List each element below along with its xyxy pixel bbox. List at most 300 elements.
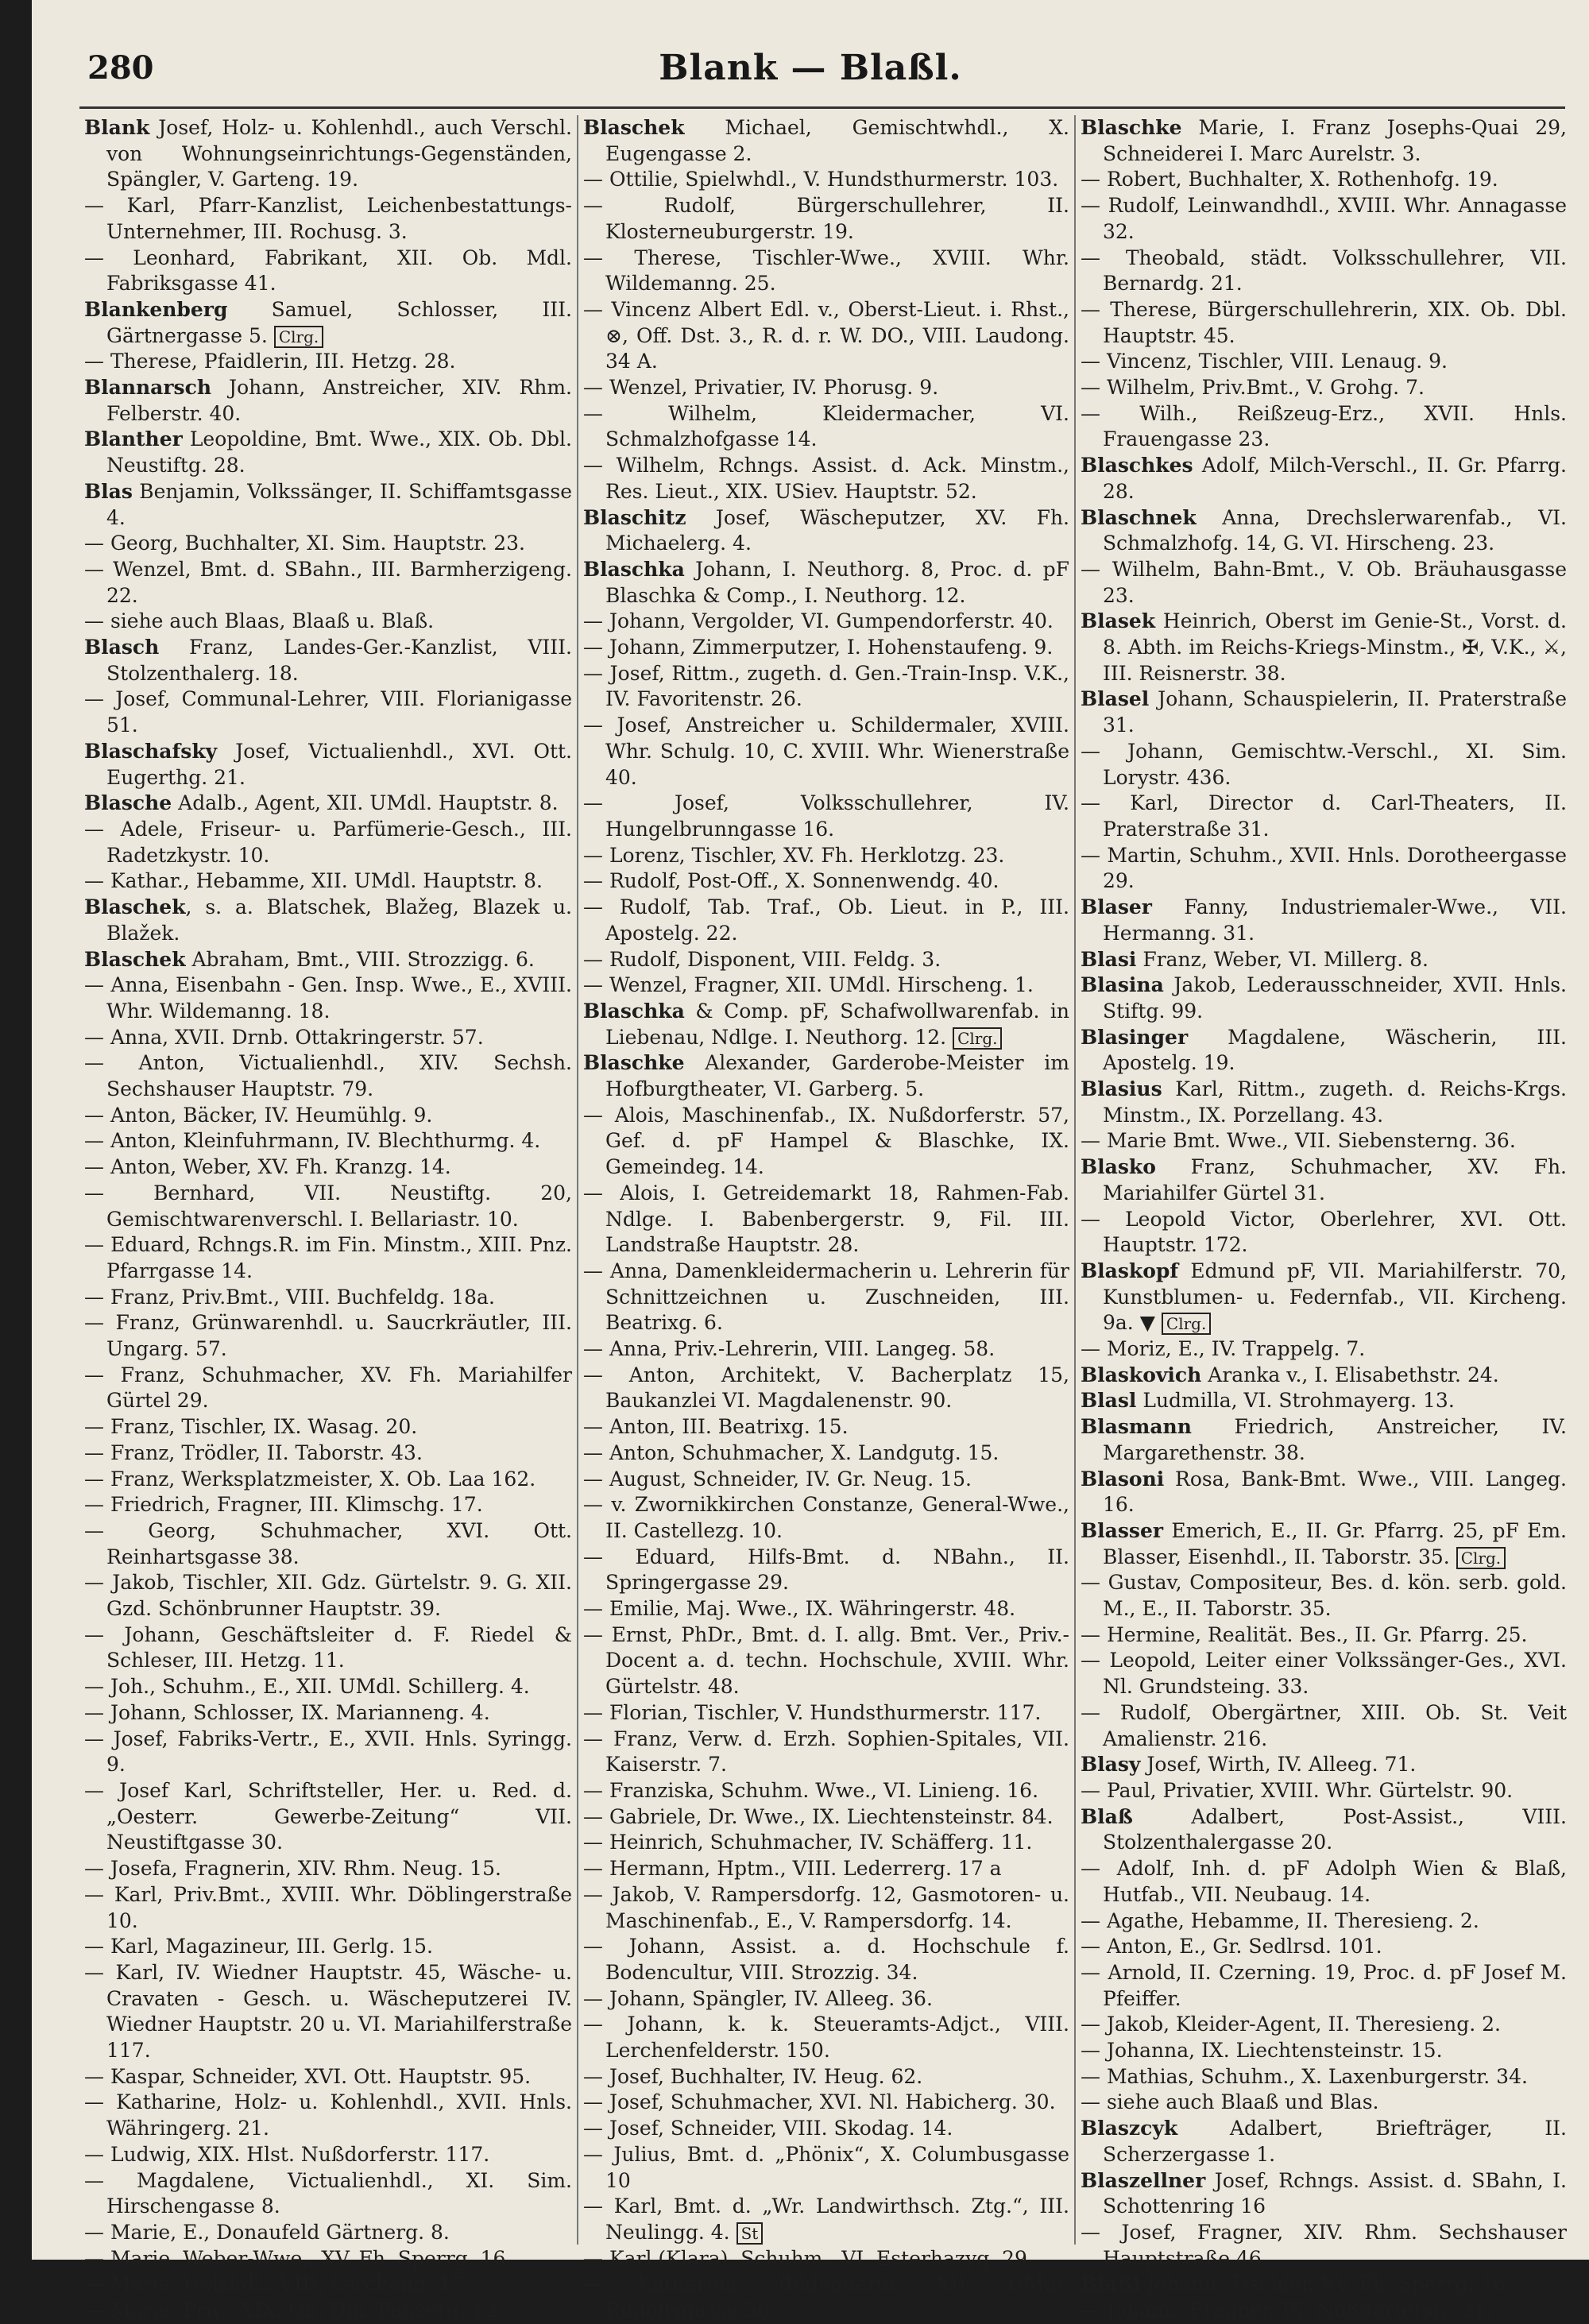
directory-entry bbox=[84, 531, 572, 557]
entry-text: — Wilh., Reißzeug-Erz., XVII. Hnls. Frauengasse 23. bbox=[1081, 401, 1567, 451]
entry-surname: Blasche bbox=[84, 791, 172, 815]
directory-entry bbox=[1081, 1934, 1567, 1960]
directory-entry bbox=[1081, 1128, 1567, 1154]
directory-entry bbox=[583, 505, 1069, 557]
page-header: Blank — Blaßl. bbox=[659, 48, 962, 88]
entry-text: — Anna, Damenkleidermacherin u. Lehrerin für Schnittzeichnen u. Zuschneiden, III. Beatrixg. 6. bbox=[583, 1259, 1069, 1335]
directory-entry bbox=[583, 297, 1069, 375]
directory-entry bbox=[84, 1232, 572, 1284]
entry-text: Anna, Drechslerwarenfab., VI. Schmalzhofg. 14, G. VI. Hirscheng. 23. bbox=[1103, 505, 1567, 555]
entry-text: — Rudolf, Post-Off., X. Sonnenwendg. 40. bbox=[583, 869, 999, 893]
entry-text: — Karl (Klara), Schuhm., VI. Esterhazyg. 29. bbox=[583, 2246, 1034, 2270]
directory-entry bbox=[84, 1960, 572, 2064]
entry-text: — Franz, Schuhmacher, XV. Fh. Mariahilfer Gürtel 29. bbox=[84, 1363, 572, 1413]
directory-entry bbox=[583, 2012, 1069, 2063]
directory-entry bbox=[84, 375, 572, 427]
directory-entry bbox=[583, 2090, 1069, 2116]
directory-entry bbox=[583, 1467, 1069, 1493]
directory-entry bbox=[1081, 791, 1567, 842]
directory-entry bbox=[1081, 843, 1567, 895]
directory-entry bbox=[583, 1986, 1069, 2013]
entry-text: — Katharine, Holz- u. Kohlenhdl., XVII. Hnls. Währingerg. 21. bbox=[84, 2090, 572, 2140]
directory-entry bbox=[583, 1414, 1069, 1440]
header-rule bbox=[79, 106, 1565, 109]
entry-text: — Bernhard, VII. Neustiftg. 20, Gemischtwarenverschl. I. Bellariastr. 10. bbox=[84, 1181, 572, 1231]
entry-text: — Mathias, Schuhm., X. Laxenburgerstr. 34. bbox=[1081, 2064, 1528, 2088]
directory-entry bbox=[583, 868, 1069, 895]
entry-surname: Blasek bbox=[1081, 609, 1156, 633]
entry-text: — Rudolf, Obergärtner, XIII. Ob. St. Veit Amalienstr. 216. bbox=[1081, 1700, 1567, 1750]
entry-text: — Adolf, Inh. d. pF Adolph Wien & Blaß, Hutfab., VII. Neubaug. 14. bbox=[1081, 1857, 1567, 1906]
entry-text: — Gabriele, Dr. Wwe., IX. Liechtensteinstr. 84. bbox=[583, 1804, 1054, 1828]
entry-text: Josef, Wäscheputzer, XV. Fh. Michaelerg. 4. bbox=[605, 505, 1069, 555]
directory-entry bbox=[84, 246, 572, 297]
directory-entry bbox=[84, 1154, 572, 1181]
directory-entry bbox=[1081, 349, 1567, 375]
directory-entry bbox=[84, 1440, 572, 1467]
directory-entry bbox=[1081, 2272, 1567, 2298]
directory-entry bbox=[84, 2090, 572, 2141]
directory-entry bbox=[84, 1674, 572, 1700]
directory-entry bbox=[84, 1518, 572, 1570]
entry-stamp: Clrg. bbox=[1162, 1313, 1211, 1335]
entry-text: — Georg, Buchhalter, XI. Sim. Hauptstr. 23. bbox=[84, 532, 526, 555]
entry-surname: Blank bbox=[84, 116, 150, 139]
directory-entry bbox=[583, 1440, 1069, 1467]
directory-entry bbox=[1081, 1077, 1567, 1128]
directory-entry bbox=[1081, 115, 1567, 167]
entry-text: — Josef, Schuhmacher, XVI. Nl. Habicherg. 30. bbox=[583, 2090, 1056, 2114]
entry-surname: Blaskovich bbox=[1081, 1363, 1202, 1386]
directory-entry bbox=[583, 557, 1069, 609]
directory-entry bbox=[1081, 375, 1567, 401]
entry-text: Jakob, Lederausschneider, XVII. Hnls. Stiftg. 99. bbox=[1103, 973, 1567, 1023]
directory-entry bbox=[1081, 297, 1567, 349]
entry-text: — Josef, Schneider, VIII. Skodag. 14. bbox=[583, 2117, 953, 2140]
directory-entry bbox=[583, 895, 1069, 946]
entry-text: — Karl, Priv.Bmt., XVIII. Whr. Döblingerstraße 10. bbox=[84, 1882, 572, 1932]
directory-entry bbox=[84, 1700, 572, 1727]
entry-text: — Therese, Tischler-Wwe., XVIII. Whr. Wildemanng. 25. bbox=[583, 246, 1069, 296]
entry-text: — Josefa, Fragnerin, XIV. Rhm. Neug. 15. bbox=[84, 1857, 501, 1881]
entry-surname: Blaschka bbox=[583, 999, 685, 1023]
directory-entry bbox=[1081, 193, 1567, 245]
entry-text: — Franz, Priv.Bmt., VIII. Buchfeldg. 18a. bbox=[84, 1285, 495, 1309]
directory-entry bbox=[583, 973, 1069, 999]
directory-entry bbox=[84, 1103, 572, 1129]
entry-stamp: Clrg. bbox=[953, 1027, 1002, 1050]
entry-text: — Robert, Buchhalter, X. Rothenhofg. 19. bbox=[1081, 168, 1498, 191]
entry-surname: Blaszcyk bbox=[1081, 2117, 1178, 2140]
entry-text: — Anton, Kleinfuhrmann, IV. Blechthurmg. 4. bbox=[84, 1129, 541, 1153]
directory-entry bbox=[84, 2220, 572, 2246]
directory-entry bbox=[1081, 2064, 1567, 2090]
entry-text: Alexander, Garderobe-Meister im Hofburgtheater, VI. Garberg. 5. bbox=[605, 1051, 1069, 1101]
entry-text: — Eduard, Rchngs.R. im Fin. Minstm., XIII. Pnz. Pfarrgasse 14. bbox=[84, 1233, 572, 1282]
directory-entry bbox=[1081, 401, 1567, 453]
entry-text: Michael, Gemischtwhdl., X. Eugengasse 2. bbox=[605, 116, 1069, 165]
entry-stamp: Clrg. bbox=[274, 326, 323, 348]
entry-text: Friedrich, Anstreicher, IV. Margarethenstr. 38. bbox=[1103, 1415, 1567, 1464]
entry-text: — Friedrich, Fragner, III. Klimschg. 17. bbox=[84, 1493, 483, 1517]
directory-entry bbox=[583, 713, 1069, 791]
directory-entry bbox=[583, 2142, 1069, 2194]
directory-entry bbox=[583, 193, 1069, 245]
directory-entry bbox=[583, 115, 1069, 167]
entry-stamp: St bbox=[737, 2222, 764, 2245]
entry-text: — Anna, XVII. Drnb. Ottakringerstr. 57. bbox=[84, 1025, 484, 1049]
entry-text: — Franz, Trödler, II. Taborstr. 43. bbox=[84, 1440, 423, 1464]
entry-text: — Karl, Pfarr-Kanzlist, Leichenbestattungs-Unternehmer, III. Rochusg. 3. bbox=[84, 194, 572, 243]
directory-entry bbox=[1081, 1752, 1567, 1778]
entry-text: — Karl, IV. Wiedner Hauptstr. 45, Wäsche- u. Cravaten - Gesch. u. Wäscheputzerei IV. Wiedner Hauptstr. 20 u. VI. Mariahilferstraße 117. bbox=[84, 1960, 572, 2063]
entry-text: — Rudolf, Leinwandhdl., XVIII. Whr. Annagasse 32. bbox=[1081, 194, 1567, 243]
entry-text: Karl, Rittm., zugeth. d. Reichs-Krgs. Minstm., IX. Porzellang. 43. bbox=[1103, 1077, 1567, 1127]
entry-text: — Franz, Tischler, IX. Wasag. 20. bbox=[84, 1415, 418, 1439]
entry-surname: Blaszellner bbox=[1081, 2168, 1206, 2192]
directory-entry bbox=[84, 739, 572, 791]
entry-surname: Blaschafsky bbox=[84, 739, 218, 763]
entry-text: — Marie, Priv., XIX. Ob. Dbl. Panzerg. 12. bbox=[84, 2299, 504, 2322]
entry-text: — Martin, Schuhm., XVII. Hnls. Dorotheergasse 29. bbox=[1081, 843, 1567, 893]
column-3 bbox=[1074, 115, 1572, 2322]
entry-surname: Blaser bbox=[1081, 895, 1152, 919]
directory-entry bbox=[84, 973, 572, 1024]
entry-text: — Anna, Priv.-Lehrerin, VIII. Langeg. 58. bbox=[583, 1337, 996, 1361]
entry-text: — Alois, Maschinenfab., IX. Nußdorferstr. 57, Gef. d. pF Hampel & Blaschke, IX. Gemeindeg. 14. bbox=[583, 1103, 1069, 1179]
entry-text: — Jakob, V. Rampersdorfg. 12, Gasmotoren- u. Maschinenfab., E., V. Rampersdorfg. 14. bbox=[583, 1882, 1069, 1932]
directory-entry bbox=[84, 2064, 572, 2090]
column-1 bbox=[79, 115, 577, 2322]
entry-text: Fanny, Industriemaler-Wwe., VII. Hermanng. 31. bbox=[1103, 895, 1567, 945]
directory-entry bbox=[1081, 2298, 1567, 2324]
directory-entry bbox=[1081, 1154, 1567, 1206]
entry-text: — Leonhard, Fabrikant, XII. Ob. Mdl. Fabriksgasse 41. bbox=[84, 246, 572, 296]
directory-entry bbox=[583, 1830, 1069, 1856]
entry-text: — Johann, k. k. Steueramts-Adjct., VIII. Lerchenfelderstr. 150. bbox=[583, 2013, 1069, 2063]
directory-entry bbox=[84, 115, 572, 193]
directory-entry bbox=[583, 609, 1069, 635]
directory-entry bbox=[84, 1050, 572, 1102]
entry-text: — Marie, Weber-Wwe., XV. Fh. Sperrg. 16. bbox=[84, 2246, 512, 2270]
directory-entry bbox=[583, 2116, 1069, 2142]
directory-entry bbox=[583, 375, 1069, 401]
entry-text: Adalbert, Post-Assist., VIII. Stolzenthalergasse 20. bbox=[1103, 1804, 1567, 1854]
directory-entry bbox=[84, 349, 572, 375]
directory-entry bbox=[583, 1622, 1069, 1700]
entry-surname: Blaß bbox=[1081, 1804, 1133, 1828]
entry-text: — Therese, Bürgerschullehrerin, XIX. Ob. Dbl. Hauptstr. 45. bbox=[1081, 297, 1567, 347]
directory-entry bbox=[84, 1570, 572, 1622]
entry-text: Johann, Schauspielerin, II. Praterstraße 31. bbox=[1103, 687, 1567, 737]
directory-entry bbox=[583, 1882, 1069, 1934]
entry-text: — Wilhelm, Priv.Bmt., V. Grohg. 7. bbox=[1081, 376, 1425, 400]
entry-text: — Josef, Rittm., zugeth. d. Gen.-Train-Insp. V.K., IV. Favoritenstr. 26. bbox=[583, 661, 1069, 711]
directory-entry bbox=[84, 1181, 572, 1232]
entry-text: — Wilhelm, Rchngs. Assist. d. Ack. Minstm., Res. Lieut., XIX. USiev. Hauptstr. 52. bbox=[583, 454, 1069, 503]
entry-text: — Paul, Privatier, XVIII. Whr. Gürtelstr. 90. bbox=[1081, 1779, 1514, 1802]
directory-entry bbox=[1081, 1570, 1567, 1622]
directory-entry bbox=[1081, 1414, 1567, 1466]
entry-text: — Jakob, Kleider-Agent, II. Theresieng. 2. bbox=[1081, 2013, 1501, 2036]
entry-surname: Blasinger bbox=[1081, 1025, 1189, 1049]
entry-text: Heinrich, Oberst im Genie-St., Vorst. d. 8. Abth. im Reichs-Kriegs-Minstm., ✠, V.K., ⚔, III. Reisnerstr. 38. bbox=[1103, 609, 1567, 685]
entry-text: Johann, I. Neuthorg. 8, Proc. d. pF Blaschka & Comp., I. Neuthorg. 12. bbox=[605, 557, 1069, 607]
directory-entry bbox=[583, 999, 1069, 1050]
entry-surname: Blasmann bbox=[1081, 1415, 1192, 1439]
entry-text: — Ottilie, Spielwhdl., V. Hundsthurmerstr. 103. bbox=[583, 168, 1059, 191]
entry-text: — Anton, III. Beatrixg. 15. bbox=[583, 1415, 849, 1439]
directory-entry bbox=[84, 1622, 572, 1674]
directory-entry bbox=[84, 2142, 572, 2168]
entry-text: — Johann, Geschäftsleiter d. F. Riedel & Schleser, III. Hetzg. 11. bbox=[84, 1622, 572, 1672]
entry-text: — Anton, Architekt, V. Bacherplatz 15, Baukanzlei VI. Magdalenenstr. 90. bbox=[583, 1363, 1069, 1413]
column-2 bbox=[577, 115, 1074, 2322]
entry-text: — Lorenz, Tischler, XV. Fh. Herklotzg. 23. bbox=[583, 843, 1005, 867]
entry-text: — Hermann, Hptm., VIII. Lederrerg. 17 a bbox=[583, 1857, 1002, 1881]
directory-entry bbox=[1081, 167, 1567, 193]
directory-entry bbox=[1081, 739, 1567, 791]
directory-entry bbox=[1081, 2012, 1567, 2038]
entry-text: — Marie Bmt. Wwe., VII. Siebensterng. 36. bbox=[1081, 1129, 1516, 1153]
directory-entry bbox=[84, 1025, 572, 1051]
directory-entry bbox=[84, 1414, 572, 1440]
entry-text: — Rudolf, Disponent, VIII. Feldg. 3. bbox=[583, 947, 941, 971]
directory-entry bbox=[1081, 505, 1567, 557]
entry-text: — Rudolf, Tab. Traf., Ob. Lieut. in P., III. Apostelg. 22. bbox=[583, 895, 1069, 945]
directory-entry bbox=[84, 1128, 572, 1154]
entry-text: — Franz, Werksplatzmeister, X. Ob. Laa 162. bbox=[84, 1467, 536, 1491]
directory-entry bbox=[1081, 2116, 1567, 2167]
entry-surname: Blaschke bbox=[583, 1051, 685, 1075]
directory-entry bbox=[84, 686, 572, 738]
directory-entry bbox=[84, 1778, 572, 1856]
entry-text: Adalbert, Briefträger, II. Scherzergasse 1. bbox=[1103, 2117, 1567, 2166]
directory-entry bbox=[1081, 947, 1567, 973]
entry-text: — Heinrich, Schuhmacher, IV. Schäfferg. 11. bbox=[583, 1831, 1033, 1854]
directory-entry bbox=[84, 868, 572, 895]
directory-entry bbox=[84, 479, 572, 531]
directory-entry bbox=[1081, 453, 1567, 505]
entry-text: — Leopold, Leiter einer Volkssänger-Ges., XVI. Nl. Grundsteing. 33. bbox=[1081, 1649, 1567, 1699]
entry-text: Adalb., Agent, XII. UMdl. Hauptstr. 8. bbox=[172, 791, 559, 815]
entry-text: — Anton, Schuhmacher, X. Landgutg. 15. bbox=[583, 1440, 999, 1464]
entry-surname: Blaschitz bbox=[583, 505, 686, 529]
directory-entry bbox=[84, 635, 572, 686]
entry-surname: Blasch bbox=[84, 636, 160, 659]
entry-text: — Emilie, Maj. Wwe., IX. Währingerstr. 48. bbox=[583, 1597, 1016, 1621]
entry-text: — Anton, E., Gr. Sedlrsd. 101. bbox=[1081, 1935, 1382, 1959]
entry-text: — Anna, Eisenbahn - Gen. Insp. Wwe., E., XVIII. Whr. Wildemanng. 18. bbox=[84, 973, 572, 1023]
directory-entry bbox=[583, 1492, 1069, 1544]
directory-page bbox=[32, 0, 1589, 2322]
directory-entry bbox=[583, 1804, 1069, 1831]
directory-entry bbox=[1081, 1960, 1567, 2012]
entry-text: — Marie, Holzhdl., VIII. Lercheng. 17. bbox=[84, 2272, 470, 2296]
entry-text: — Franziska, Schuhm. Wwe., VI. Linieng. 16. bbox=[583, 1779, 1039, 1802]
entry-text: Edmund pF, VII. Mariahilferstr. 70, Kunstblumen- u. Federnfab., VII. Kircheng. 9a. ▼ bbox=[1103, 1259, 1567, 1335]
entry-text: — Wenzel, Fragner, XII. UMdl. Hirscheng. 1. bbox=[583, 973, 1034, 997]
entry-text: Johann, Anstreicher, XIV. Rhm. Felberstr. 40. bbox=[106, 376, 572, 425]
entry-text: — Josef, Anstreicher u. Schildermaler, XVIII. Whr. Schulg. 10, C. XVIII. Whr. Wienerstraße 40. bbox=[583, 713, 1069, 789]
entry-surname: Blaschnek bbox=[1081, 505, 1197, 529]
entry-text: — August, Schneider, IV. Gr. Neug. 15. bbox=[583, 1467, 972, 1491]
entry-text: Aranka v., I. Elisabethstr. 24. bbox=[1201, 1363, 1499, 1386]
entry-surname: Blaßl bbox=[1081, 2272, 1141, 2296]
entry-text: — Georg, Schuhmacher, XVI. Ott. Reinhartsgasse 38. bbox=[84, 1518, 572, 1568]
entry-text: — Karl, Magazineur, III. Gerlg. 15. bbox=[84, 1935, 433, 1959]
directory-entry bbox=[583, 167, 1069, 193]
directory-entry bbox=[583, 1778, 1069, 1804]
entry-text: — Johann, Gemischtw.-Verschl., XI. Sim. Lorystr. 436. bbox=[1081, 739, 1567, 789]
entry-text: — Franz, Grünwarenhdl. u. Saucrkräutler, III. Ungarg. 57. bbox=[84, 1311, 572, 1361]
entry-surname: Blaschkes bbox=[1081, 454, 1193, 478]
directory-entry bbox=[84, 2168, 572, 2220]
entry-text: — Anton, Victualienhdl., XIV. Sechsh. Sechshauser Hauptstr. 79. bbox=[84, 1051, 572, 1101]
directory-entry bbox=[1081, 1336, 1567, 1363]
directory-entry bbox=[84, 557, 572, 609]
directory-entry bbox=[583, 401, 1069, 453]
entry-text: — Josef, Fragner, XIV. Rhm. Sechshauser Hauptstraße 46. bbox=[1081, 2220, 1567, 2270]
entry-text: — Anton, Bäcker, IV. Heumühlg. 9. bbox=[84, 1103, 433, 1127]
entry-text: Josef, Holz- u. Kohlenhdl., auch Verschl. von Wohnungseinrichtungs-Gegenständen, Spängler, V. Garteng. 19. bbox=[106, 116, 572, 191]
entry-text: Josef, Rchngs. Assist. d. SBahn, I. Schottenring 16 bbox=[1103, 2168, 1567, 2218]
entry-surname: Blaschek bbox=[583, 116, 685, 139]
directory-entry bbox=[1081, 1518, 1567, 1570]
entry-text: Samuel, Schlosser, III. Gärtnergasse 5. bbox=[106, 297, 572, 347]
entry-text: — Alois, I. Getreidemarkt 18, Rahmen-Fab. Ndlge. I. Babenbergerstr. 9, Fil. III. Landstraße Hauptstr. 28. bbox=[583, 1181, 1069, 1257]
directory-entry bbox=[583, 791, 1069, 842]
entry-surname: Blaskopf bbox=[1081, 1259, 1179, 1282]
directory-entry bbox=[1081, 557, 1567, 609]
entry-text: — Johann, Schlosser, IX. Marianneng. 4. bbox=[84, 1700, 490, 1724]
entry-text: Adolf, Milch-Verschl., II. Gr. Pfarrg. 28. bbox=[1103, 454, 1567, 503]
entry-text: — Josef, Communal-Lehrer, VIII. Florianigasse 51. bbox=[84, 687, 572, 737]
directory-entry bbox=[583, 1596, 1069, 1622]
directory-entry bbox=[583, 661, 1069, 713]
directory-entry bbox=[84, 947, 572, 973]
entry-text: — Josef, Buchhalter, IV. Heug. 62. bbox=[583, 2064, 923, 2088]
entry-text: — siehe auch Blaas, Blaaß u. Blaß. bbox=[84, 609, 435, 633]
entry-text: Marie, I. Franz Josephs-Quai 29, Schneiderei I. Marc Aurelstr. 3. bbox=[1103, 116, 1567, 165]
entry-text: — Anton, Weber, XV. Fh. Kranzg. 14. bbox=[84, 1155, 451, 1179]
entry-surname: Blaschek bbox=[84, 895, 186, 919]
directory-entry bbox=[1081, 1467, 1567, 1518]
entry-text: — Johanna, IX. Liechtensteinstr. 15. bbox=[1081, 2039, 1443, 2063]
entry-surname: Blasi bbox=[1081, 947, 1137, 971]
entry-text: — v. Zwornikkirchen Constanze, General-Wwe., II. Castellezg. 10. bbox=[583, 1493, 1069, 1542]
entry-text: — Rudolf, Bürgerschullehrer, II. Klosterneuburgerstr. 19. bbox=[583, 194, 1069, 243]
directory-entry bbox=[84, 1310, 572, 1362]
entry-text: — Moriz, E., IV. Trappelg. 7. bbox=[1081, 1337, 1366, 1361]
entry-surname: Blannarsch bbox=[84, 376, 212, 400]
entry-text: — Agathe, Hebamme, II. Theresieng. 2. bbox=[1081, 1908, 1479, 1932]
entry-surname: Blasser bbox=[1081, 1518, 1164, 1542]
entry-surname: Blaschek bbox=[84, 947, 186, 971]
entry-text: Franz, Weber, VI. Millerg. 8. bbox=[1136, 947, 1429, 971]
directory-entry bbox=[583, 246, 1069, 297]
directory-entry bbox=[1081, 1648, 1567, 1699]
entry-text: Magdalene, Wäscherin, III. Apostelg. 19. bbox=[1103, 1025, 1567, 1075]
directory-entry bbox=[583, 2194, 1069, 2245]
entry-text: — Katharina, Bildhauerin, XII. UMdl. Rudolfsgasse 56. bbox=[583, 2272, 1069, 2322]
entry-text: — Florian, Tischler, V. Hundsthurmerstr. 117. bbox=[583, 1700, 1042, 1724]
entry-surname: Blasl bbox=[1081, 1389, 1137, 1413]
directory-entry bbox=[84, 427, 572, 478]
entry-text: Leopoldine, Bmt. Wwe., XIX. Ob. Dbl. Neustiftg. 28. bbox=[106, 427, 572, 478]
entry-surname: Blaschka bbox=[583, 557, 685, 581]
directory-entry bbox=[583, 947, 1069, 973]
directory-entry bbox=[583, 453, 1069, 505]
entry-surname: Blas bbox=[84, 479, 133, 503]
directory-entry bbox=[1081, 2090, 1567, 2116]
columns bbox=[79, 115, 1573, 2322]
entry-surname: Blaschke bbox=[1081, 116, 1182, 139]
entry-text: — Julius, Bmt. d. „Phönix“, X. Columbusgasse 10 bbox=[583, 2142, 1069, 2192]
entry-surname: Blanther bbox=[84, 427, 183, 451]
directory-entry bbox=[84, 895, 572, 946]
entry-text: Johann, Tischler, XV. Fh. Sperrg. 16. bbox=[1140, 2272, 1513, 2296]
directory-entry bbox=[84, 193, 572, 245]
directory-entry bbox=[1081, 2220, 1567, 2272]
entry-text: — Ernst, PhDr., Bmt. d. I. allg. Bmt. Ver., Priv.-Docent a. d. techn. Hochschule, XVIII. Whr. Gürtelstr. 48. bbox=[583, 1622, 1069, 1699]
entry-text: — Karl, Bmt. d. „Wr. Landwirthsch. Ztg.“, III. Neulingg. 4. bbox=[583, 2194, 1069, 2244]
entry-text: — Josef, Fabriks-Vertr., E., XVII. Hnls. Syringg. 9. bbox=[84, 1727, 572, 1777]
entry-text: — Hermine, Realität. Bes., II. Gr. Pfarrg. 25. bbox=[1081, 1622, 1528, 1646]
directory-entry bbox=[84, 2272, 572, 2298]
directory-entry bbox=[583, 1050, 1069, 1102]
directory-entry bbox=[1081, 1259, 1567, 1336]
entry-text: — Joh., Schuhm., E., XII. UMdl. Schillerg. 4. bbox=[84, 1675, 530, 1699]
entry-text: — Ludwig, XIX. Hlst. Nußdorferstr. 117. bbox=[84, 2142, 490, 2166]
entry-stamp: Clrg. bbox=[1456, 1547, 1506, 1569]
entry-surname: Blankenberg bbox=[84, 297, 228, 321]
entry-text: Josef, Wirth, IV. Alleeg. 71. bbox=[1140, 1753, 1417, 1777]
directory-entry bbox=[1081, 1025, 1567, 1077]
directory-entry bbox=[583, 2064, 1069, 2090]
directory-entry bbox=[583, 1727, 1069, 1778]
entry-text: Josef, Victualienhdl., XVI. Ott. Eugerthg. 21. bbox=[106, 739, 572, 789]
directory-entry bbox=[1081, 246, 1567, 297]
entry-text: Ludmilla, VI. Strohmayerg. 13. bbox=[1136, 1389, 1455, 1413]
entry-text: — Josef Karl, Schriftsteller, Her. u. Red. d. „Oesterr. Gewerbe-Zeitung“ VII. Neustiftgasse 30. bbox=[84, 1779, 572, 1854]
page-number: 280 bbox=[87, 49, 154, 87]
directory-entry bbox=[1081, 686, 1567, 738]
entry-text: — Leopold Victor, Oberlehrer, XVI. Ott. Hauptstr. 172. bbox=[1081, 1207, 1567, 1257]
entry-text: — Eduard, Hilfs-Bmt. d. NBahn., II. Springergasse 29. bbox=[583, 1545, 1069, 1595]
directory-entry bbox=[84, 1363, 572, 1414]
directory-entry bbox=[583, 1934, 1069, 1986]
directory-entry bbox=[84, 817, 572, 868]
entry-surname: Blasius bbox=[1081, 1077, 1162, 1101]
entry-surname: Blasina bbox=[1081, 973, 1164, 997]
entry-text: Franz, Schuhmacher, XV. Fh. Mariahilfer Gürtel 31. bbox=[1103, 1155, 1567, 1205]
entry-text: — Johann, Spängler, IV. Alleeg. 36. bbox=[583, 1986, 933, 2010]
directory-entry bbox=[1081, 895, 1567, 946]
directory-entry bbox=[1081, 1700, 1567, 1752]
directory-entry bbox=[84, 1727, 572, 1778]
directory-entry bbox=[84, 791, 572, 817]
entry-text: — Karl, Director d. Carl-Theaters, II. Praterstraße 31. bbox=[1081, 791, 1567, 841]
directory-entry bbox=[1081, 1622, 1567, 1649]
entry-text: Rosa, Bank-Bmt. Wwe., VIII. Langeg. 16. bbox=[1103, 1467, 1567, 1517]
entry-surname: Blasel bbox=[1081, 687, 1150, 711]
directory-entry bbox=[583, 1363, 1069, 1414]
directory-entry bbox=[583, 1700, 1069, 1727]
entry-text: , s. a. Blatschek, Blažeg, Blazek u. Blažek. bbox=[106, 895, 572, 945]
entry-text: — Marie, E., Donaufeld Gärtnerg. 8. bbox=[84, 2220, 450, 2244]
directory-entry bbox=[1081, 2038, 1567, 2064]
